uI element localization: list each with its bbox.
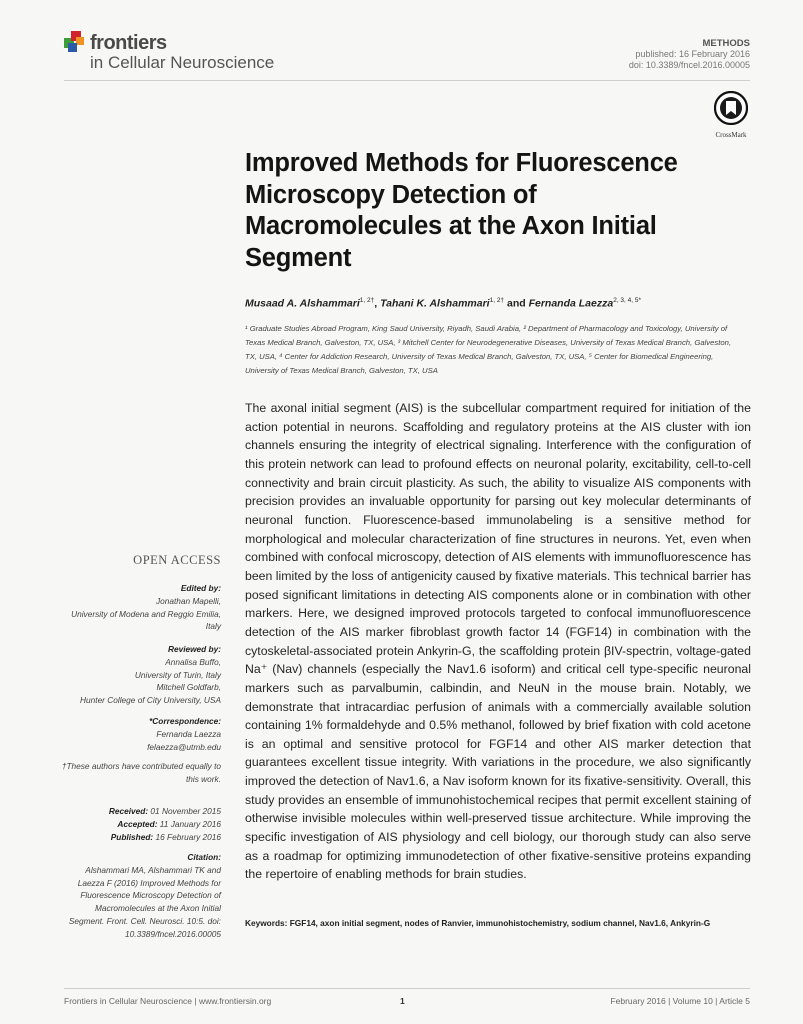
- received-label: Received:: [108, 806, 149, 816]
- published-date: published: 16 February 2016: [635, 49, 750, 59]
- published-date-sidebar: [60, 831, 221, 844]
- crossmark-icon: [714, 91, 748, 125]
- published-value: 16 February 2016: [155, 831, 221, 842]
- correspondence-email[interactable]: felaezza@utmb.edu: [147, 741, 221, 752]
- reviewed-by-label: Reviewed by:: [167, 644, 221, 654]
- open-access-label: OPEN ACCESS: [133, 553, 221, 567]
- accepted-label: Accepted:: [117, 818, 158, 829]
- correspondence-label: *Correspondence:: [149, 716, 221, 726]
- citation-label: Citation:: [187, 852, 221, 862]
- received-value: 01 November 2015: [150, 806, 221, 816]
- frontiers-logo-icon: [64, 29, 88, 53]
- author-separator: ,: [374, 297, 381, 310]
- citation-block: [60, 851, 221, 941]
- author-name[interactable]: Tahani K. Alshammari: [380, 297, 490, 310]
- correspondence-block: [60, 715, 221, 753]
- dates-block: [60, 805, 221, 843]
- editor-block: [60, 582, 221, 633]
- doi[interactable]: doi: 10.3389/fncel.2016.00005: [628, 60, 750, 70]
- equal-contribution-note: †These authors have contributed equally to this work.: [61, 761, 221, 784]
- editor-name: Jonathan Mapelli,: [155, 595, 221, 606]
- author-separator: and: [504, 297, 529, 310]
- page-number: 1: [400, 996, 405, 1006]
- keywords-list: FGF14, axon initial segment, nodes of Ranvier, immunohistochemistry, sodium channel, Nav1.6, Ankyrin-G: [289, 918, 711, 928]
- title-line: Macromolecules at the Axon Initial: [245, 212, 657, 240]
- author-name[interactable]: Musaad A. Alshammari: [245, 297, 360, 310]
- crossmark-badge[interactable]: [711, 91, 751, 139]
- reviewer-name: Annalisa Buffo,: [165, 656, 221, 667]
- author-affil-marks: 1, 2†: [359, 297, 375, 304]
- footer-issue: February 2016 | Volume 10 | Article 5: [610, 996, 750, 1006]
- correspondence-name: Fernanda Laezza: [156, 728, 221, 739]
- author-name[interactable]: Fernanda Laezza: [528, 297, 614, 310]
- reviewer-affiliation: Hunter College of City University, USA: [80, 695, 221, 706]
- keywords: [245, 917, 753, 930]
- footer-journal[interactable]: Frontiers in Cellular Neuroscience | www.frontiersin.org: [64, 996, 272, 1006]
- article-section: METHODS: [702, 38, 750, 49]
- keywords-label: Keywords:: [245, 918, 288, 928]
- edited-by-label: Edited by:: [180, 583, 221, 593]
- author-affil-marks: 2, 3, 4, 5*: [613, 297, 642, 304]
- affiliations: ¹ Graduate Studies Abroad Program, King Saud University, Riyadh, Saudi Arabia, ² Department of Pharmacology and Toxicology, University of Texas Medical Branch, Galveston, TX, USA, ³ Mitchell Center for Neurodegenerative Diseases, University of Texas Medical Branch, Galveston, TX, USA, ⁴ Center for Addiction Research, University of Texas Medical Branch, Galveston, TX, USA, ⁵ Center for Biomedical Engineering, University of Texas Medical Branch, Galveston, TX, USA: [245, 324, 732, 375]
- accepted-date: [60, 818, 221, 831]
- crossmark-label: CrossMark: [715, 131, 747, 139]
- reviewers-block: [60, 643, 221, 707]
- title-line: Microscopy Detection of: [245, 180, 537, 209]
- journal-name: in Cellular Neuroscience: [90, 53, 275, 72]
- received-date: [60, 805, 221, 818]
- title-line: Segment: [245, 243, 352, 272]
- accepted-value: 11 January 2016: [159, 818, 221, 829]
- title-line: Improved Methods for Fluorescence: [245, 149, 678, 177]
- abstract: The axonal initial segment (AIS) is the subcellular compartment required for initiation of the action potential in neurons. Scaffolding and regulatory proteins at the AIS cluster with ion channels ensuring the integrity of electrical signaling. Interference with the configuration of this protein network can lead to profound effects on neuronal polarity, excitability, cell-to-cell connectivity and brain circuit plasticity. As such, the ability to visualize AIS components with precision provides an invaluable opportunity for parsing out key molecular determinants of neuronal function. Fluorescence-based immunolabeling is a sensitive method for morphological and molecular characterization of fine structures in neurons. Yet, even when combined with confocal microscopy, detection of AIS elements with immunofluorescence has been limited by the loss of antigenicity caused by fixative materials. This technical barrier has posed significant limitations in detecting AIS components alone or in combination with other markers. Here, we designed improved protocols targeted to confocal immunofluorescence detection of the AIS marker fibroblast growth factor 14 (FGF14) in combination with the cytoskeletal-associated protein Ankyrin-G, the scaffolding protein βIV-spectrin, voltage-gated Na⁺ (Nav) channels (especially the Nav1.6 isoform) and critical cell type-specific neuronal markers such as parvalbumin, calbindin, and NeuN in the mouse brain. Notably, we demonstrate that intracardiac perfusion of animals with a commercially available solution containing 1% formaldehyde and 0.5% methanol, followed by brief fixation with cold acetone is an optimal and sensitive protocol for FGF14 and other AIS marker detection that guarantees excellent tissue integrity. With variations in the procedure, we also significantly improved the detection of Nav1.6, a Nav isoform known for its fixative-sensitivity. Overall, this study provides an ensemble of immunohistochemical recipes that permit excellent staining of otherwise invisible molecules within well-preserved tissue architecture. While improving the specific investigation of AIS physiology and cell biology, our thorough study can also serve as a roadmap for optimizing immunodetection of other fixative-sensitive proteins expanding the repertoire of enabling methods for brain studies.: [245, 401, 751, 882]
- citation-text: Alshammari MA, Alshammari TK and Laezza F (2016) Improved Methods for Fluorescence Microscopy Detection of Macromolecules at the Axon Initial Segment. Front. Cell. Neurosci. 10:5. doi: 10.3389/fncel.2016.00005: [68, 864, 221, 939]
- editor-affiliation: University of Modena and Reggio Emilia, Italy: [71, 608, 221, 632]
- footer-divider: [64, 988, 750, 989]
- reviewer-name: Mitchell Goldfarb,: [156, 682, 221, 693]
- article-title: [245, 148, 755, 274]
- author-affil-marks: 1, 2†: [489, 297, 505, 304]
- reviewer-affiliation: University of Turin, Italy: [134, 669, 221, 680]
- header-divider: [64, 80, 750, 81]
- article-meta: [629, 38, 750, 71]
- published-label: Published:: [110, 831, 154, 842]
- journal-brand: frontiers: [90, 32, 167, 54]
- author-list: [245, 297, 755, 310]
- journal-logo: [64, 27, 304, 77]
